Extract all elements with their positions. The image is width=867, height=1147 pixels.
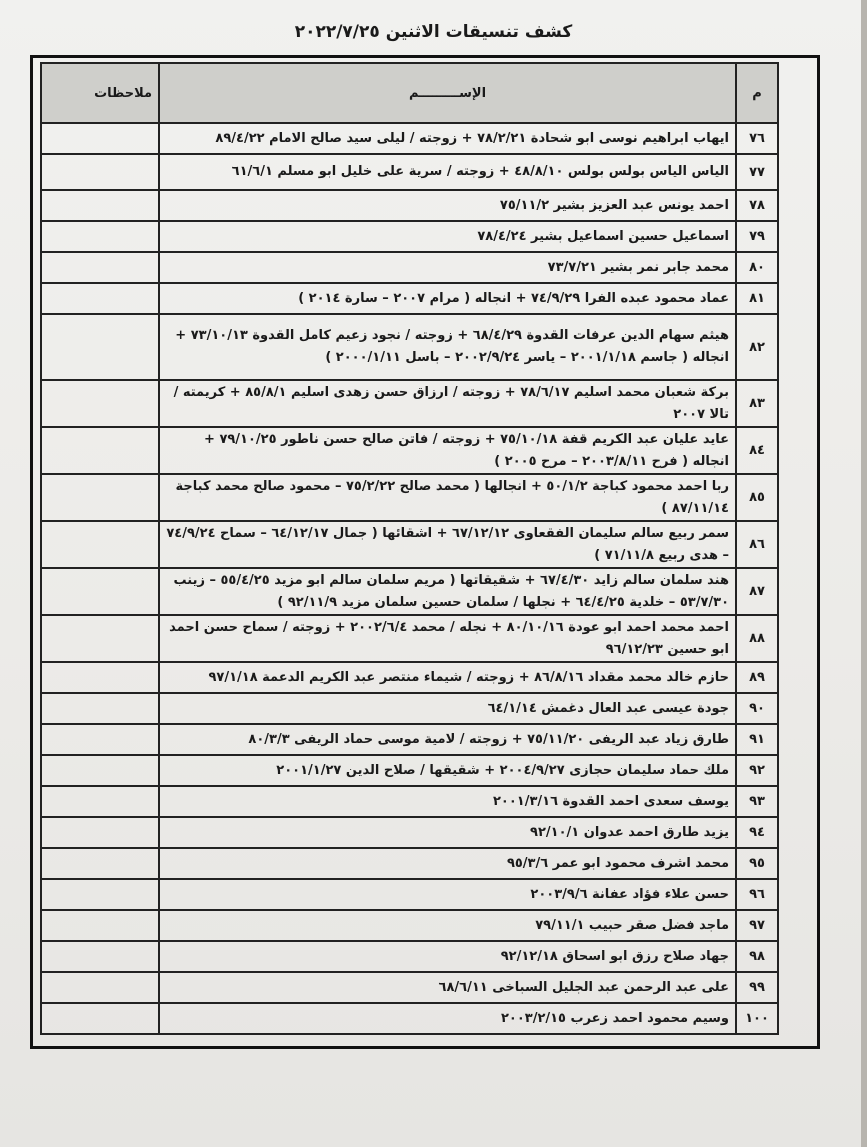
table-row bbox=[41, 154, 778, 190]
row-name: عايد عليان عبد الكريم قفة ٧٥/١٠/١٨ + زوجته / فاتن صالح حسن ناطور ٧٩/١٠/٢٥ + انجاله ( فرح ٢٠٠٣/٨/١١ – مرح ٢٠٠٥ ) bbox=[159, 427, 736, 474]
row-number: ٨٦ bbox=[736, 521, 778, 568]
row-notes bbox=[41, 190, 159, 221]
row-notes bbox=[41, 693, 159, 724]
table-row bbox=[41, 910, 778, 941]
row-notes bbox=[41, 474, 159, 521]
table-row bbox=[41, 314, 778, 380]
row-number: ٧٦ bbox=[736, 123, 778, 154]
table-row bbox=[41, 848, 778, 879]
row-number: ٩٢ bbox=[736, 755, 778, 786]
table-row bbox=[41, 615, 778, 662]
table-row bbox=[41, 568, 778, 615]
row-notes bbox=[41, 380, 159, 427]
table-row bbox=[41, 123, 778, 154]
row-notes bbox=[41, 879, 159, 910]
row-name: ملك حماد سليمان حجازى ٢٠٠٤/٩/٢٧ + شقيقها / صلاح الدين ٢٠٠١/١/٢٧ bbox=[159, 755, 736, 786]
row-name: الياس الياس بولس بولس ٤٨/٨/١٠ + زوجته / سرية على خليل ابو مسلم ٦١/٦/١ bbox=[159, 154, 736, 190]
row-notes bbox=[41, 910, 159, 941]
row-notes bbox=[41, 314, 159, 380]
row-notes bbox=[41, 755, 159, 786]
row-name: على عبد الرحمن عبد الجليل السباخى ٦٨/٦/١١ bbox=[159, 972, 736, 1003]
row-name: جودة عيسى عبد العال دغمش ٦٤/١/١٤ bbox=[159, 693, 736, 724]
row-notes bbox=[41, 252, 159, 283]
row-notes bbox=[41, 521, 159, 568]
row-name: اسماعيل حسين اسماعيل بشير ٧٨/٤/٢٤ bbox=[159, 221, 736, 252]
header-notes: ملاحظات bbox=[41, 63, 159, 123]
table-row bbox=[41, 755, 778, 786]
row-notes bbox=[41, 283, 159, 314]
row-number: ٨٣ bbox=[736, 380, 778, 427]
row-number: ٩٩ bbox=[736, 972, 778, 1003]
row-number: ٩٥ bbox=[736, 848, 778, 879]
row-name: احمد يونس عبد العزيز بشير ٧٥/١١/٢ bbox=[159, 190, 736, 221]
row-notes bbox=[41, 154, 159, 190]
table-row bbox=[41, 662, 778, 693]
row-number: ٧٧ bbox=[736, 154, 778, 190]
row-name: محمد جابر نمر بشير ٧٣/٧/٢١ bbox=[159, 252, 736, 283]
table-row bbox=[41, 724, 778, 755]
row-number: ٩٨ bbox=[736, 941, 778, 972]
header-number: م bbox=[736, 63, 778, 123]
row-number: ٩٤ bbox=[736, 817, 778, 848]
table-row bbox=[41, 283, 778, 314]
row-number: ١٠٠ bbox=[736, 1003, 778, 1034]
row-notes bbox=[41, 615, 159, 662]
row-name: عماد محمود عبده الفرا ٧٤/٩/٢٩ + انجاله ( مرام ٢٠٠٧ – سارة ٢٠١٤ ) bbox=[159, 283, 736, 314]
row-number: ٩٠ bbox=[736, 693, 778, 724]
row-name: ايهاب ابراهيم نوسى ابو شحادة ٧٨/٢/٢١ + زوجته / ليلى سيد صالح الامام ٨٩/٤/٢٢ bbox=[159, 123, 736, 154]
row-number: ٨٢ bbox=[736, 314, 778, 380]
row-number: ٨١ bbox=[736, 283, 778, 314]
table-row bbox=[41, 972, 778, 1003]
row-name: هند سلمان سالم زايد ٦٧/٤/٣٠ + شقيقاتها ( مريم سلمان سالم ابو مزيد ٥٥/٤/٢٥ – زينب ٥٣/٧/٣٠ – خلدية ٦٤/٤/٢٥ + نجلها / سلمان حسين سلمان مزيد ٩٢/١١/٩ ) bbox=[159, 568, 736, 615]
row-notes bbox=[41, 221, 159, 252]
row-name: حازم خالد محمد مقداد ٨٦/٨/١٦ + زوجته / شيماء منتصر عبد الكريم الدعمة ٩٧/١/١٨ bbox=[159, 662, 736, 693]
row-notes bbox=[41, 568, 159, 615]
row-notes bbox=[41, 786, 159, 817]
row-name: جهاد صلاح رزق ابو اسحاق ٩٢/١٢/١٨ bbox=[159, 941, 736, 972]
page-title: كشف تنسيقات الاثنين ٢٠٢٢/٧/٢٥ bbox=[294, 22, 573, 42]
row-name: يوسف سعدى احمد القدوة ٢٠٠١/٣/١٦ bbox=[159, 786, 736, 817]
table-row bbox=[41, 817, 778, 848]
row-name: بركة شعبان محمد اسليم ٧٨/٦/١٧ + زوجته / ارزاق حسن زهدى اسليم ٨٥/٨/١ + كريمته / تالا ٢٠٠٧ bbox=[159, 380, 736, 427]
row-notes bbox=[41, 1003, 159, 1034]
row-name: احمد محمد احمد ابو عودة ٨٠/١٠/١٦ + نجله / محمد ٢٠٠٢/٦/٤ + زوجته / سماح حسن احمد ابو حسين ٩٦/١٢/٢٣ bbox=[159, 615, 736, 662]
row-notes bbox=[41, 848, 159, 879]
row-number: ٨٩ bbox=[736, 662, 778, 693]
table-row bbox=[41, 941, 778, 972]
row-name: حسن علاء فؤاد عفانة ٢٠٠٣/٩/٦ bbox=[159, 879, 736, 910]
row-name: هيثم سهام الدين عرفات القدوة ٦٨/٤/٢٩ + زوجته / نجود زعيم كامل القدوة ٧٣/١٠/١٣ + انجاله ( جاسم ٢٠٠١/١/١٨ – ياسر ٢٠٠٢/٩/٢٤ – باسل ٢٠٠٠/١/١١ ) bbox=[159, 314, 736, 380]
row-number: ٩٧ bbox=[736, 910, 778, 941]
table-row bbox=[41, 190, 778, 221]
row-name: يزيد طارق احمد عدوان ٩٢/١٠/١ bbox=[159, 817, 736, 848]
table-row bbox=[41, 693, 778, 724]
row-notes bbox=[41, 941, 159, 972]
row-number: ٨٥ bbox=[736, 474, 778, 521]
paper-edge bbox=[861, 0, 867, 1147]
row-name: ربا احمد محمود كباجة ٥٠/١/٢ + انجالها ( محمد صالح ٧٥/٢/٢٢ – محمود صالح محمد كباجة ٨٧/١١/١٤ ) bbox=[159, 474, 736, 521]
row-name: وسيم محمود احمد زعرب ٢٠٠٣/٢/١٥ bbox=[159, 1003, 736, 1034]
table-row bbox=[41, 221, 778, 252]
row-number: ٨٧ bbox=[736, 568, 778, 615]
row-notes bbox=[41, 972, 159, 1003]
row-number: ٧٨ bbox=[736, 190, 778, 221]
row-number: ٧٩ bbox=[736, 221, 778, 252]
row-notes bbox=[41, 724, 159, 755]
table-row bbox=[41, 474, 778, 521]
row-name: ماجد فضل صقر حبيب ٧٩/١١/١ bbox=[159, 910, 736, 941]
table-row bbox=[41, 252, 778, 283]
table-row bbox=[41, 786, 778, 817]
row-notes bbox=[41, 662, 159, 693]
row-name: محمد اشرف محمود ابو عمر ٩٥/٣/٦ bbox=[159, 848, 736, 879]
table-row bbox=[41, 380, 778, 427]
row-notes bbox=[41, 123, 159, 154]
row-notes bbox=[41, 427, 159, 474]
table-row bbox=[41, 1003, 778, 1034]
names-table bbox=[40, 62, 779, 1035]
row-number: ٩٣ bbox=[736, 786, 778, 817]
row-name: سمر ربيع سالم سليمان الفقعاوى ٦٧/١٢/١٢ + اشقائها ( جمال ٦٤/١٢/١٧ – سماح ٧٤/٩/٢٤ – هدى ربيع ٧١/١١/٨ ) bbox=[159, 521, 736, 568]
row-number: ٩١ bbox=[736, 724, 778, 755]
row-number: ٩٦ bbox=[736, 879, 778, 910]
row-number: ٨٨ bbox=[736, 615, 778, 662]
row-notes bbox=[41, 817, 159, 848]
header-name: الإســـــــــم bbox=[159, 63, 736, 123]
row-number: ٨٠ bbox=[736, 252, 778, 283]
row-name: طارق زياد عبد الريفى ٧٥/١١/٢٠ + زوجته / لامية موسى حماد الريفى ٨٠/٣/٣ bbox=[159, 724, 736, 755]
table-row bbox=[41, 427, 778, 474]
table-header-row bbox=[41, 63, 778, 123]
row-number: ٨٤ bbox=[736, 427, 778, 474]
table-row bbox=[41, 521, 778, 568]
table-row bbox=[41, 879, 778, 910]
